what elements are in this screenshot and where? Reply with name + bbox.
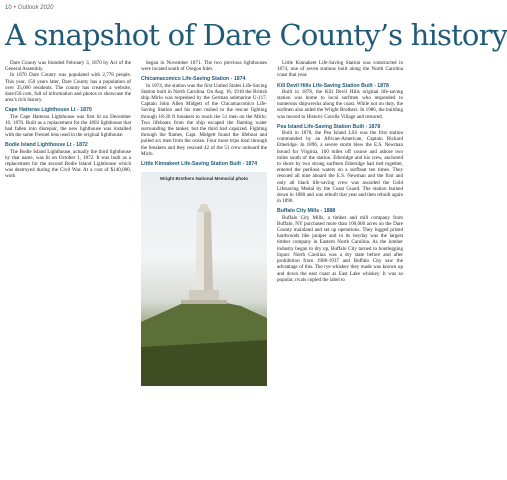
section-heading: Bodie Island Lighthouse Lt - 1872 (5, 142, 88, 149)
section-heading: Little Kinnakeet Life-Saving Station Built - 1874 (141, 161, 258, 168)
wright-memorial-photo (141, 172, 267, 386)
page-folio (5, 5, 54, 11)
paragraph: In 1870 Dare County was populated with 2,778 people. This year, 150 years later, Dare County has a population of over 35,000 residents. The county has created a website, dare150.com, full of information and photos to showcase the area’s rich history. (5, 72, 131, 104)
section-heading: Buffalo City Mills - 1888 (277, 208, 336, 215)
paragraph: Built in 1878, the Pea Island LSS was the first station commanded by an African-American, Captain Richard Etheridge. In 1896, a severe storm blew the E.S. Newman bound for Virginia, 100 miles off course and ashore two miles south of the station. Etheridge and his crew, anchored to shore by two strong surfmen Etheridge had tied together, entered the perilous waters on a surfboat ten times. They rescued all nine aboard the E.S. Newman and the first and only all black life-saving crew was awarded the Gold Lifesaving Medal by the Coast Guard. The station burned down in 1880 and was rebuilt that year and then rebuilt again in 1896. (277, 130, 403, 205)
column-3 (277, 60, 403, 283)
paragraph: Little Kinnakeet Life-Saving Station was constructed in 1874, one of seven stations built along the North Carolina coast that year. (277, 60, 403, 79)
section-heading: Kill Devil Hills Life-Saving Station Built - 1878 (277, 82, 389, 89)
paragraph: The Cape Hatteras Lighthouse was first lit on December 16, 1870. Built as a replacement for the 1803 lighthouse that had fallen into disrepair, the new lighthouse was installed with the same Fresnel lens used in the original lighthouse. (5, 113, 131, 139)
page-number: 10 (5, 5, 12, 11)
headline: A snapshot of Dare County’s history (5, 18, 507, 52)
bullet-separator: • (13, 5, 16, 11)
section-heading: Chicamacomico Life-Saving Station - 1874 (141, 76, 246, 83)
photo-caption: Wright Brothers National Memorial photo (160, 176, 248, 182)
section-heading: Pea Island Life-Saving Station Built - 1878 (277, 123, 381, 130)
paragraph: began in November 1871. The two previous lighthouses were located south of Oregon Inlet. (141, 60, 267, 73)
publication-name: Outlook 2020 (17, 5, 54, 11)
memorial-illustration (141, 172, 267, 386)
paragraph: Built in 1878, the Kill Devil Hills original life-saving station was home to local surfmen who responded to numerous shipwrecks along the coast. While not on duty, the surfmen also aided the Wright Brothers. In 1986, the building was moved to Historic Corolla Village and restored. (277, 88, 403, 120)
section-heading: Cape Hatteras Lighthouse Lt - 1870 (5, 107, 92, 114)
paragraph: The Bodie Island Lighthouse, actually the third lighthouse by that name, was lit on October 1, 1872. It was built as a replacement for the second Bodie Island Lighthouse which was destroyed during the Civil War. At a cost of $140,000, work (5, 148, 131, 180)
column-1 (5, 60, 131, 180)
paragraph: In 1874, the station was the first United States Life-Saving Station built in North Carolina. On Aug. 16, 1918 the British ship Mirlo was torpedoed by the German submarine U-117. Captain John Allen Midgett of the Chicamacomico Life-Saving Station and his men rushed to the rescue fighting through 18-20 ft breakers to reach the 51 men on the Mirlo. Two lifeboats from the ship escaped the flaming water surrounding the tanker, but the third had capsized. Fighting through the flames, Capt. Midgett found the lifeboat and pulled six men from the ocean. Four more trips total through the breakers and they rescued 42 of the 51 crew onboard the Mirlo. (141, 82, 267, 157)
paragraph: Buffalo City Mills, a timber and mill company from Buffalo, NY purchased more than 100,000 acres on the Dare County mainland and set up operations. They logged prized hardwoods like juniper and in its heyday was the largest timber company in Eastern North Carolina. As the lumber industry began to dry up, Buffalo City turned to bootlegging liquor. North Carolina was a dry state before and after prohibition from 1908-1937 and Buffalo City saw the advantage of this. The rye whiskey they made was known up and down the east coast as East Lake whiskey. It was so popular, rivals copied the label to (277, 214, 403, 283)
column-2 (141, 60, 267, 386)
paragraph: Dare County was founded February 3, 1870 by Act of the General Assembly. (5, 60, 131, 73)
